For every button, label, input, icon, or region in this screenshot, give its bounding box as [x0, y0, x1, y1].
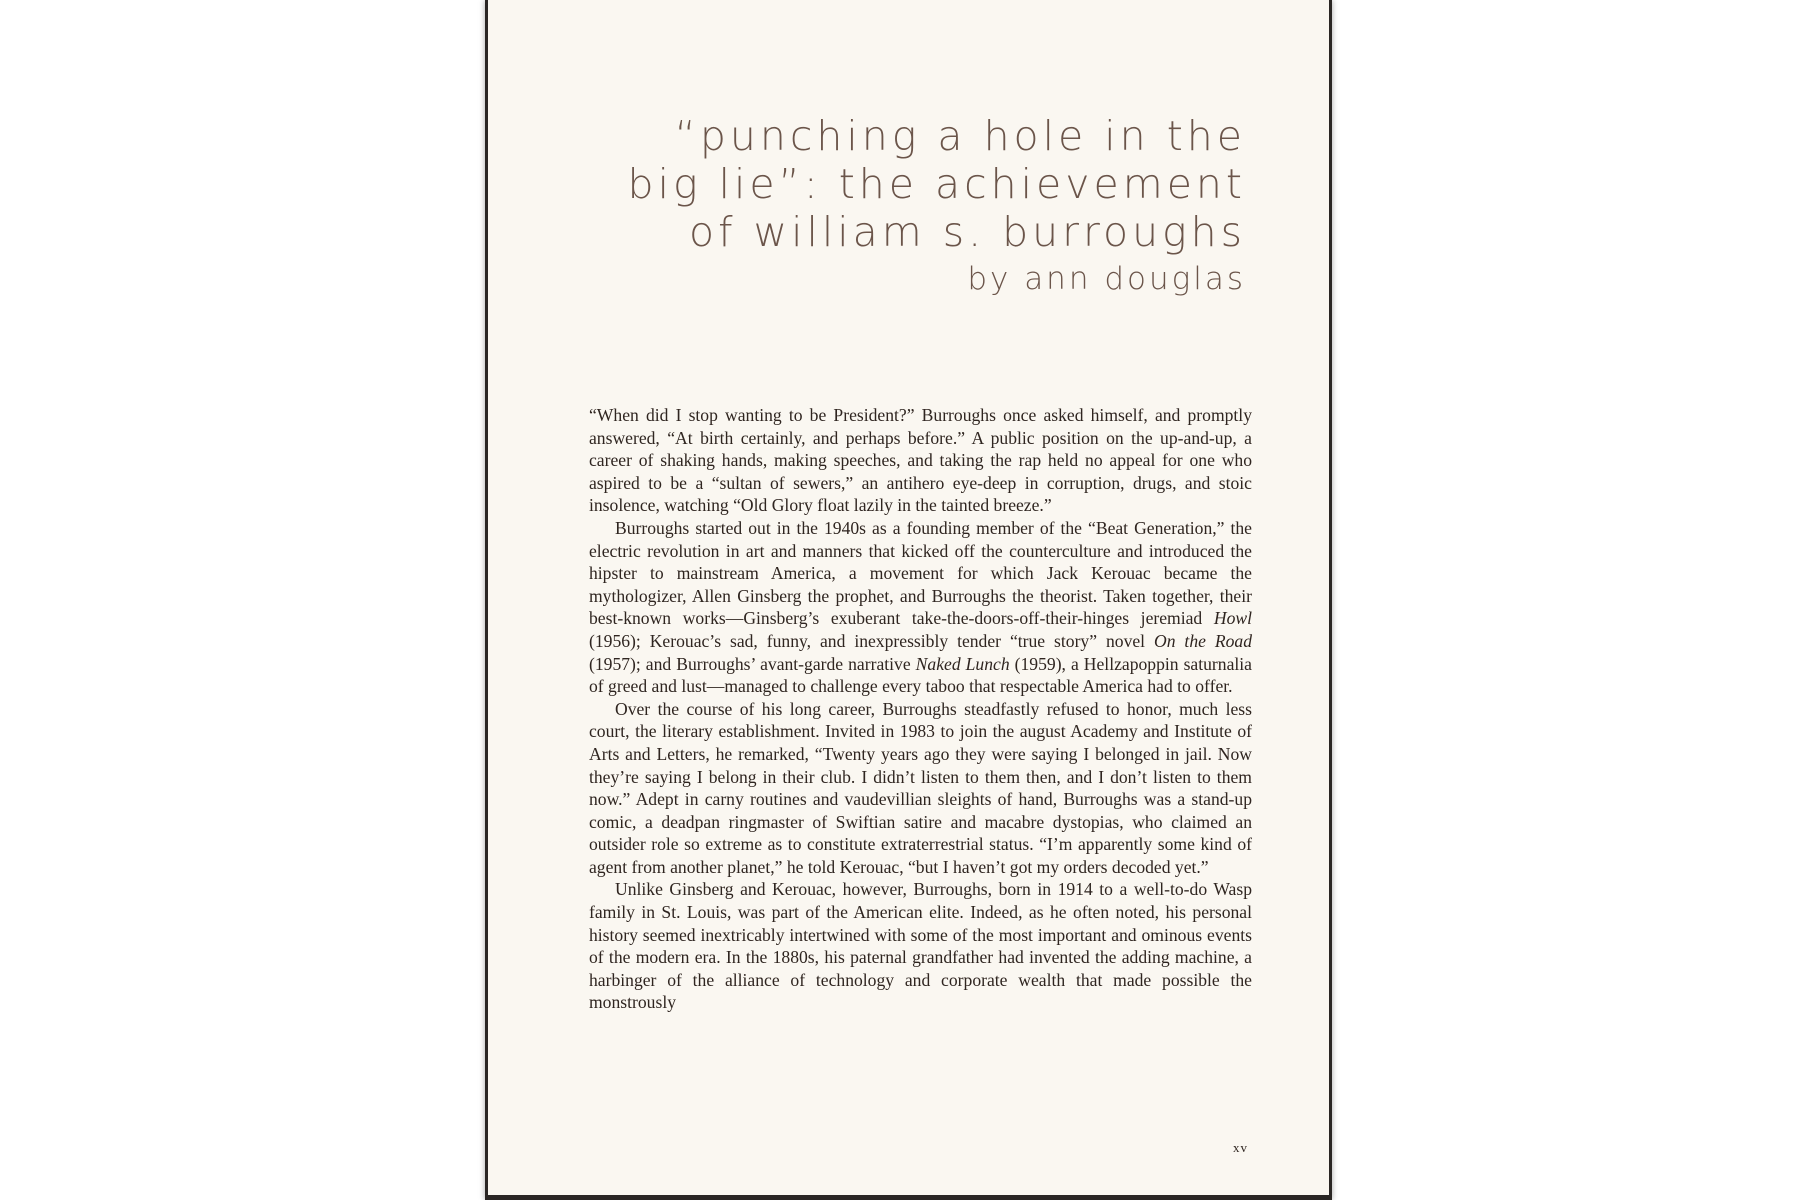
page-number: xv: [1233, 1140, 1248, 1155]
paragraph-2: [589, 517, 1252, 698]
author-byline: by ann douglas: [967, 261, 1246, 297]
paragraph-2-text-c: (1957); and Burroughs’ avant-garde narrative: [589, 653, 916, 674]
chapter-title-line-1: “punching a hole in the: [674, 112, 1246, 160]
paragraph-2-text-a: Burroughs started out in the 1940s as a founding member of the “Beat Generation,” the electric revolution in art and manners that kicked off the counterculture and introduced the hipster to mainstream America, a movement for which Jack Kerouac became the mythologizer, Allen Ginsberg the prophet, and Burroughs the theorist. Taken together, their best-known works—Ginsberg’s exuberant take-the-doors-off-their-hinges jeremiad: [589, 517, 1252, 629]
paragraph-1: “When did I stop wanting to be President?” Burroughs once asked himself, and promptly answered, “At birth certainly, and perhaps before.” A public position on the up-and-up, a career of shaking hands, making speeches, and taking the rap held no appeal for one who aspired to be a “sultan of sewers,” an antihero eye-deep in corruption, drugs, and stoic insolence, watching “Old Glory float lazily in the tainted breeze.”: [589, 405, 1252, 516]
chapter-title-block: [628, 112, 1246, 298]
chapter-title-line-3: of william s. burroughs: [688, 208, 1246, 256]
title-naked-lunch: Naked Lunch: [915, 653, 1010, 674]
book-page: [485, 0, 1332, 1200]
paragraph-3: Over the course of his long career, Burroughs steadfastly refused to honor, much less court, the literary establishment. Invited in 1983 to join the august Academy and Institute of Arts and Letters, he remarked, “Twenty years ago they were saying I belonged in jail. Now they’re saying I belong in their club. I didn’t listen to them then, and I don’t listen to them now.” Adept in carny routines and vaudevillian sleights of hand, Burroughs was a stand-up comic, a deadpan ringmaster of Swiftian satire and macabre dystopias, who claimed an outsider role so extreme as to constitute extraterrestrial status. “I’m apparently some kind of agent from another planet,” he told Kerouac, “but I haven’t got my orders decoded yet.”: [589, 698, 1252, 877]
paragraph-2-text-b: (1956); Kerouac’s sad, funny, and inexpressibly tender “true story” novel: [589, 630, 1154, 651]
paragraph-4: Unlike Ginsberg and Kerouac, however, Burroughs, born in 1914 to a well-to-do Wasp family in St. Louis, was part of the American elite. Indeed, as he often noted, his personal history seemed inextricably intertwined with some of the most important and ominous events of the modern era. In the 1880s, his paternal grandfather had invented the adding machine, a harbinger of the alliance of technology and corporate wealth that made possible the monstrously: [589, 879, 1252, 1013]
title-howl: Howl: [1213, 608, 1252, 629]
body-text: [589, 404, 1252, 1014]
paragraph-2-text-d: (1959), a Hellzapoppin saturnalia of greed and lust—managed to challenge every taboo that respectable America had to offer.: [589, 653, 1252, 697]
title-on-the-road: On the Road: [1154, 630, 1252, 651]
chapter-title-line-2: big lie”: the achievement: [627, 160, 1246, 208]
